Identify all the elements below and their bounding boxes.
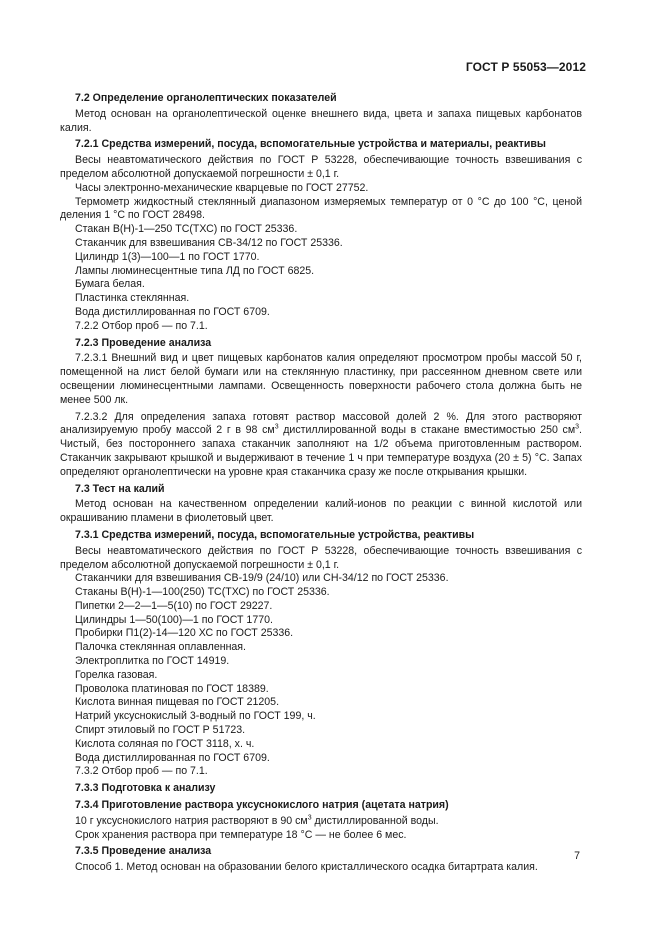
- list-item: Кислота винная пищевая по ГОСТ 21205.: [75, 696, 280, 709]
- paragraph-7-3-4-2: Срок хранения раствора при температуре 18 °С — не более 6 мес.: [75, 828, 407, 841]
- list-item: Вода дистиллированная по ГОСТ 6709.: [75, 305, 270, 318]
- paragraph-7-2-3-1: 7.2.3.1 Внешний вид и цвет пищевых карбонатов калия определяют просмотром пробы массой 50 г, помещенной на лист белой бумаги или на стеклянную пластинку, при рассеянном дневном свете или освещении люминесцентными лампами. Освещенность поверхности рабочего стола должна быть не менее 500 лк.: [60, 352, 582, 406]
- list-item: Натрий уксуснокислый 3-водный по ГОСТ 199, ч.: [75, 710, 316, 723]
- text-run: дистиллированной воды в стакане вместимостью 250 см: [278, 424, 576, 437]
- section-7-3-5-heading: 7.3.5 Проведение анализа: [75, 845, 212, 858]
- text-run: дистиллированной воды.: [311, 814, 439, 827]
- superscript: 3: [274, 423, 279, 431]
- list-item: Палочка стеклянная оплавленная.: [75, 641, 246, 654]
- document-id: ГОСТ Р 55053—2012: [465, 60, 586, 74]
- section-7-3-intro: Метод основан на качественном определении калий-ионов по реакции с винной кислотой или окрашиванию пламени в фиолетовый цвет.: [60, 498, 582, 525]
- paragraph-7-2-3-2: [60, 411, 582, 480]
- section-7-2-2-text: 7.2.2 Отбор проб — по 7.1.: [75, 319, 208, 332]
- list-item: Бумага белая.: [75, 278, 145, 291]
- list-item: Пластинка стеклянная.: [75, 292, 190, 305]
- list-item: Кислота соляная по ГОСТ 3118, х. ч.: [75, 737, 255, 750]
- section-7-3-2-text: 7.3.2 Отбор проб — по 7.1.: [75, 765, 208, 778]
- list-item: Термометр жидкостный стеклянный диапазоном измеряемых температур от 0 °С до 100 °С, ценой деления 1 °С по ГОСТ 28498.: [60, 195, 582, 222]
- list-item: Проволока платиновая по ГОСТ 18389.: [75, 682, 269, 695]
- paragraph-7-3-5-1: Способ 1. Метод основан на образовании белого кристаллического осадка битартрата калия.: [75, 861, 538, 874]
- text-run: 10 г уксуснокислого натрия растворяют в 90 см: [75, 814, 308, 827]
- equipment-list-7-3-1: [60, 545, 582, 766]
- list-item: Горелка газовая.: [75, 668, 158, 681]
- list-item: Цилиндр 1(3)—100—1 по ГОСТ 1770.: [75, 250, 260, 263]
- list-item: Электроплитка по ГОСТ 14919.: [75, 655, 230, 668]
- equipment-list-7-2-1: [60, 154, 582, 320]
- section-7-3-4-heading: 7.3.4 Приготовление раствора уксуснокислого натрия (ацетата натрия): [75, 799, 449, 812]
- list-item: Пробирки П1(2)-14—120 ХС по ГОСТ 25336.: [75, 627, 294, 640]
- section-7-2-heading: 7.2 Определение органолептических показателей: [75, 92, 337, 104]
- superscript: 3: [307, 814, 312, 822]
- text-run: . Чистый, без постороннего запаха стаканчик заполняют на 1/2 объема приготовленным раствором. Стаканчик закрывают крышкой и выдерживают в течение 1 ч при температуре воздуха (20 ± 5) °С. Запах определяют органолептически на уровне края стаканчика сразу же после открывания крышки.: [60, 424, 582, 478]
- section-7-3-1-heading: 7.3.1 Средства измерений, посуда, вспомогательные устройства, реактивы: [75, 528, 475, 541]
- paragraph-7-3-4-1: [60, 815, 582, 829]
- list-item: Стаканчики для взвешивания СВ-19/9 (24/10) или СН-34/12 по ГОСТ 25336.: [75, 572, 449, 585]
- section-7-3-3-heading: 7.3.3 Подготовка к анализу: [75, 782, 216, 795]
- list-item: Вода дистиллированная по ГОСТ 6709.: [75, 751, 270, 764]
- list-item: Часы электронно-механические кварцевые по ГОСТ 27752.: [75, 181, 369, 194]
- section-7-2-1-heading: 7.2.1 Средства измерений, посуда, вспомогательные устройства и материалы, реактивы: [75, 138, 546, 151]
- list-item: Стаканы В(Н)-1—100(250) ТС(ТХС) по ГОСТ 25336.: [75, 586, 330, 599]
- section-7-3-heading: 7.3 Тест на калий: [75, 482, 165, 495]
- list-item: Цилиндры 1—50(100)—1 по ГОСТ 1770.: [75, 613, 273, 626]
- list-item: Стакан В(Н)-1—250 ТС(ТХС) по ГОСТ 25336.: [75, 223, 298, 236]
- section-7-2-3-heading: 7.2.3 Проведение анализа: [75, 336, 212, 349]
- list-item: Пипетки 2—2—1—5(10) по ГОСТ 29227.: [75, 599, 273, 612]
- list-item: Лампы люминесцентные типа ЛД по ГОСТ 6825.: [75, 264, 315, 277]
- list-item: Спирт этиловый по ГОСТ Р 51723.: [75, 724, 246, 737]
- list-item: Весы неавтоматического действия по ГОСТ Р 53228, обеспечивающие точность взвешивания с пределом абсолютной допускаемой погрешности ± 0,1 г.: [60, 154, 582, 180]
- page-number: 7: [574, 850, 580, 862]
- list-item: Стаканчик для взвешивания СВ-34/12 по ГОСТ 25336.: [75, 236, 343, 249]
- document-body: [60, 92, 582, 875]
- section-7-2-intro: Метод основан на органолептической оценке внешнего вида, цвета и запаха пищевых карбонатов калия.: [60, 107, 582, 134]
- superscript: 3: [575, 423, 580, 431]
- text-run: 7.2.3.2 Для определения запаха готовят раствор массовой долей 2 %. Для этого растворяют анализируемую пробу массой 2 г в 98 см: [60, 410, 582, 437]
- list-item: Весы неавтоматического действия по ГОСТ Р 53228, обеспечивающие точность взвешивания с пределом абсолютной допускаемой погрешности ± 0,1 г.: [60, 544, 582, 571]
